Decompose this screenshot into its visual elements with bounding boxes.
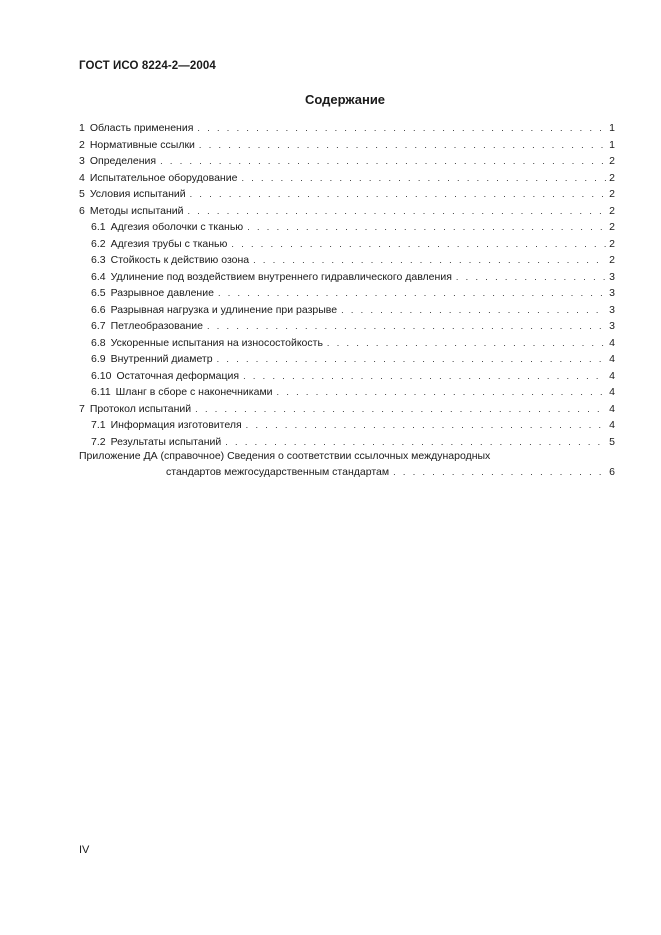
toc-entry-page-number: 4	[609, 386, 615, 398]
toc-entry-page-number: 2	[609, 204, 615, 217]
toc-entry-label: Стойкость к действию озона	[110, 254, 250, 266]
toc-entry-page-number: 1	[609, 138, 615, 151]
toc-entry-label: Методы испытаний	[89, 204, 184, 217]
toc-entry[interactable]	[79, 285, 615, 302]
toc-entry[interactable]	[79, 401, 615, 418]
toc-entry-page-number: 4	[609, 369, 615, 382]
toc-leader-dots	[197, 120, 606, 137]
toc-entry[interactable]	[79, 368, 615, 385]
toc-entry[interactable]	[79, 351, 615, 368]
toc-leader-dots	[199, 137, 606, 154]
toc-leader-dots	[207, 318, 606, 335]
toc-leader-dots	[246, 417, 606, 434]
annex-page-number: 6	[609, 466, 615, 478]
toc-entry-page-number: 4	[609, 336, 615, 349]
toc-entry[interactable]	[79, 335, 615, 352]
toc-entry-page-number: 4	[609, 353, 615, 365]
toc-entry-number: 6.10	[91, 369, 112, 382]
toc-entry-label: Условия испытаний	[89, 188, 186, 200]
annex-title-line2-row	[79, 464, 615, 480]
annex-title-line2: стандартов межгосударственным стандартам	[166, 466, 390, 478]
toc-leader-dots	[456, 269, 606, 286]
toc-entry-number: 3	[79, 155, 85, 167]
toc-entry-number: 6	[79, 204, 85, 217]
toc-entry-number: 6.2	[91, 237, 106, 250]
toc-entry-number: 6.7	[91, 320, 106, 332]
toc-entry[interactable]	[79, 186, 615, 203]
toc-leader-dots	[160, 153, 606, 170]
toc-entry[interactable]	[79, 269, 615, 286]
toc-leader-dots	[218, 285, 606, 302]
toc-entry-page-number: 4	[609, 402, 615, 415]
toc-entry-number: 7.1	[91, 419, 106, 431]
toc-entry-number: 5	[79, 188, 85, 200]
toc-entry-label: Нормативные ссылки	[89, 138, 195, 151]
toc-leader-dots	[277, 384, 607, 401]
toc-entry-label: Внутренний диаметр	[110, 353, 213, 365]
toc-entry-label: Ускоренные испытания на износостойкость	[110, 336, 323, 349]
toc-leader-dots	[341, 302, 606, 319]
toc-entry-page-number: 3	[609, 320, 615, 332]
toc-leader-dots	[195, 401, 606, 418]
toc-entry-number: 6.6	[91, 303, 106, 316]
toc-entry-label: Удлинение под воздействием внутреннего гидравлического давления	[110, 270, 452, 283]
toc-entry-number: 4	[79, 171, 85, 184]
toc-leader-dots	[327, 335, 606, 352]
toc-annex-entry[interactable]	[79, 448, 615, 480]
toc-entry-number: 6.8	[91, 336, 106, 349]
toc-entry[interactable]	[79, 384, 615, 401]
toc-leader-dots	[231, 236, 606, 253]
document-header: ГОСТ ИСО 8224-2—2004	[79, 60, 216, 72]
page-number: IV	[79, 844, 90, 856]
toc-leader-dots	[253, 252, 606, 269]
toc-entry[interactable]	[79, 120, 615, 137]
toc-entry-page-number: 1	[609, 122, 615, 134]
toc-leader-dots	[217, 351, 607, 368]
toc-entry-label: Шланг в сборе с наконечниками	[115, 386, 273, 398]
toc-entry-page-number: 2	[609, 171, 615, 184]
toc-entry-page-number: 2	[609, 188, 615, 200]
toc-entry-page-number: 2	[609, 221, 615, 233]
toc-entry[interactable]	[79, 137, 615, 154]
annex-title-line1: Приложение ДА (справочное) Сведения о соответствии ссылочных международных	[79, 450, 491, 462]
toc-entry-number: 6.4	[91, 270, 106, 283]
toc-entry-label: Остаточная деформация	[116, 369, 240, 382]
toc-entry[interactable]	[79, 318, 615, 335]
toc-leader-dots	[247, 219, 606, 236]
toc-entry-label: Протокол испытаний	[89, 402, 192, 415]
toc-leader-dots	[393, 464, 606, 480]
toc-entry-page-number: 4	[609, 419, 615, 431]
toc-entry[interactable]	[79, 236, 615, 253]
toc-entry-number: 7.2	[91, 435, 106, 448]
toc-entry-number: 6.11	[91, 386, 111, 398]
toc-entry-number: 6.3	[91, 254, 106, 266]
toc-title: Содержание	[304, 92, 386, 107]
toc-leader-dots	[241, 170, 606, 187]
toc-entry-label: Область применения	[89, 122, 194, 134]
toc-entry-page-number: 5	[609, 435, 615, 448]
toc-entry-label: Определения	[89, 155, 157, 167]
toc-entry-label: Результаты испытаний	[110, 435, 222, 448]
toc-leader-dots	[243, 368, 606, 385]
toc-entry-label: Разрывное давление	[110, 287, 214, 299]
toc-entry-page-number: 2	[609, 254, 615, 266]
toc-entry-page-number: 2	[609, 155, 615, 167]
toc-entry[interactable]	[79, 203, 615, 220]
toc-entry-label: Адгезия оболочки с тканью	[110, 221, 244, 233]
toc-leader-dots	[188, 203, 607, 220]
table-of-contents	[79, 120, 615, 450]
toc-entry[interactable]	[79, 170, 615, 187]
toc-entry-number: 7	[79, 402, 85, 415]
toc-entry-number: 6.9	[91, 353, 106, 365]
toc-entry[interactable]	[79, 219, 615, 236]
toc-entry[interactable]	[79, 302, 615, 319]
toc-entry[interactable]	[79, 153, 615, 170]
toc-entry-number: 2	[79, 138, 85, 151]
toc-leader-dots	[190, 186, 607, 203]
toc-entry-number: 1	[79, 122, 85, 134]
toc-entry-number: 6.5	[91, 287, 106, 299]
toc-entry[interactable]	[79, 417, 615, 434]
toc-entry[interactable]	[79, 252, 615, 269]
toc-entry-number: 6.1	[91, 221, 106, 233]
toc-entry-label: Информация изготовителя	[110, 419, 242, 431]
toc-entry-label: Разрывная нагрузка и удлинение при разрыве	[110, 303, 338, 316]
toc-entry-label: Петлеобразование	[110, 320, 203, 332]
toc-entry-label: Адгезия трубы с тканью	[110, 237, 228, 250]
toc-entry-page-number: 3	[609, 287, 615, 299]
toc-entry-page-number: 2	[609, 237, 615, 250]
toc-entry-page-number: 3	[609, 303, 615, 316]
toc-entry-label: Испытательное оборудование	[89, 171, 238, 184]
toc-entry-page-number: 3	[609, 270, 615, 283]
